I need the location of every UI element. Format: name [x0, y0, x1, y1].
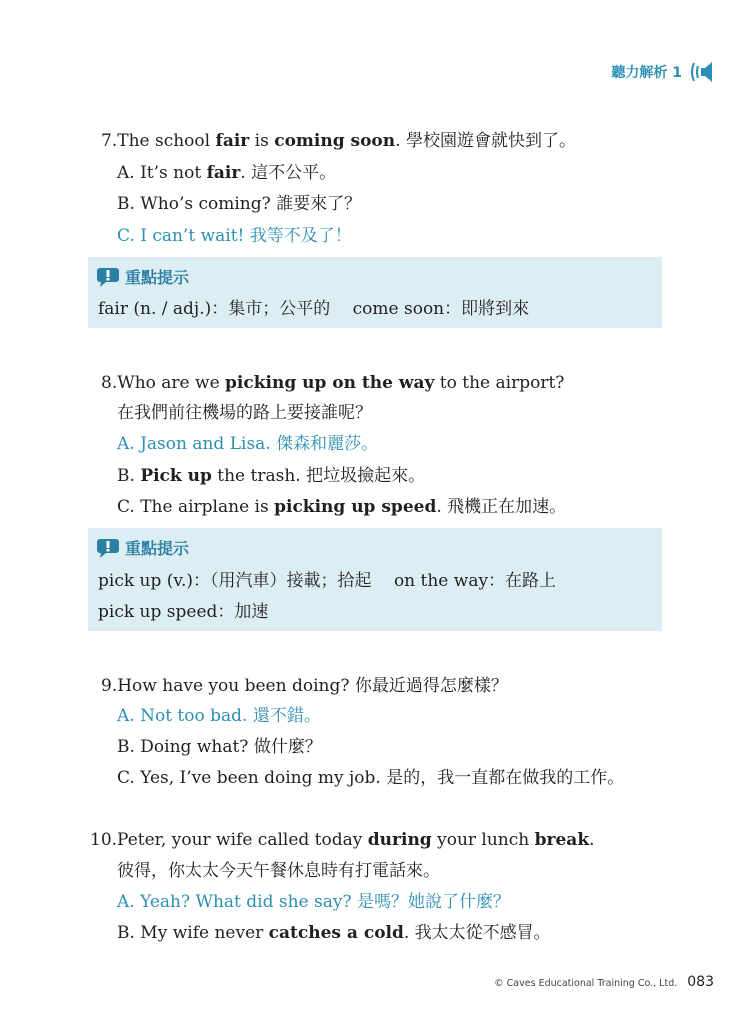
q9-option-c: C. Yes, I’ve been doing my job. 是的，我一直都在做我的工作。: [117, 768, 625, 788]
tip-header: [96, 536, 189, 559]
page-header: [611, 60, 714, 84]
tip-box-1: [88, 257, 662, 328]
copyright: © Caves Educational Training Co., Ltd.: [494, 978, 678, 989]
page-number: 083: [687, 974, 714, 990]
q10-option-b: B. My wife never catches a cold. 我太太從不感冒。: [117, 923, 551, 943]
q7-option-a: A. It’s not fair. 這不公平。: [117, 163, 337, 183]
section-title: 聽力解析 1: [611, 65, 682, 81]
speaker-icon: [688, 60, 714, 84]
q10-translation: 彼得，你太太今天午餐休息時有打電話來。: [117, 861, 440, 881]
q9-option-b: B. Doing what? 做什麼？: [117, 737, 322, 757]
q7-option-b: B. Who’s coming? 誰要來了？: [117, 194, 362, 214]
q8-option-a-correct: A. Jason and Lisa. 傑森和麗莎。: [117, 434, 379, 454]
q7-option-c-correct: C. I can’t wait! 我等不及了！: [117, 226, 352, 246]
page-footer: [494, 974, 714, 990]
q8-translation: 在我們前往機場的路上要接誰呢？: [117, 403, 372, 423]
q8-option-c: C. The airplane is picking up speed. 飛機正在加速。: [117, 497, 567, 517]
tip-title: 重點提示: [125, 539, 190, 558]
question-9: 9.How have you been doing? 你最近過得怎麼樣？: [101, 676, 508, 696]
tip-box-2: [88, 528, 662, 631]
tip-2-line-1: pick up (v.)：（用汽車）接載；拾起 on the way：在路上: [98, 571, 557, 591]
question-7: 7.The school fair is coming soon. 學校園遊會就快到了。: [101, 131, 576, 151]
tip-header: [96, 265, 189, 288]
tip-speech-icon: [96, 267, 120, 287]
tip-1-line-1: fair (n. / adj.)：集市；公平的 come soon：即將到來: [98, 299, 530, 319]
question-10: 10.Peter, your wife called today during your lunch break.: [90, 830, 595, 850]
tip-speech-icon: [96, 538, 120, 558]
tip-title: 重點提示: [125, 268, 190, 287]
q9-option-a-correct: A. Not too bad. 還不錯。: [117, 706, 321, 726]
q10-option-a-correct: A. Yeah? What did she say? 是嗎？她說了什麼？: [117, 892, 511, 912]
tip-2-line-2: pick up speed：加速: [98, 602, 269, 622]
q8-option-b: B. Pick up the trash. 把垃圾撿起來。: [117, 466, 426, 486]
question-8: 8.Who are we picking up on the way to the airport?: [101, 373, 565, 393]
